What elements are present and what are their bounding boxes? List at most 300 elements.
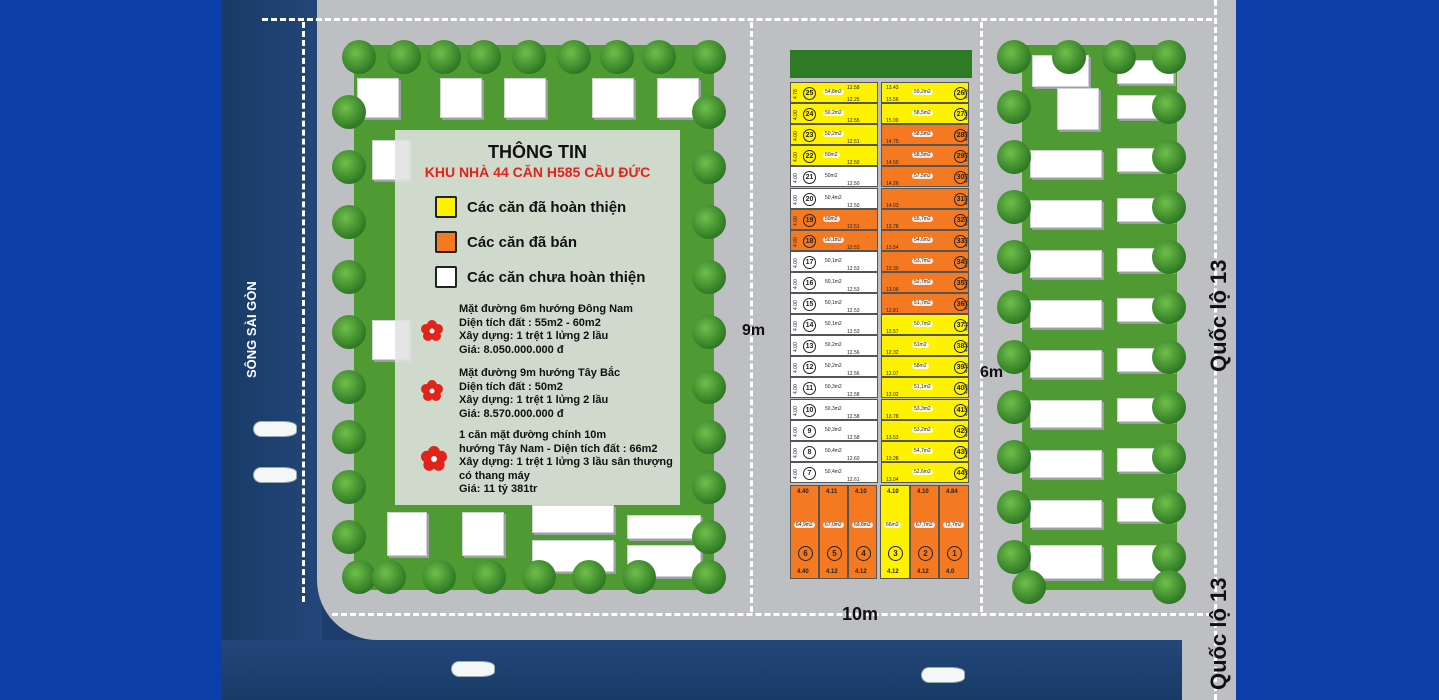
note-9m-road: [459, 367, 620, 421]
lot-area: 50,1m2: [825, 321, 842, 328]
lot-35: [881, 272, 969, 293]
lot-10: [790, 399, 878, 420]
lot-area: 58,5m2: [914, 110, 931, 117]
lot-depth: 12.56: [847, 350, 860, 357]
tree: [997, 240, 1031, 274]
tree: [997, 440, 1031, 474]
lot-number: 26: [954, 87, 967, 100]
lot-number: 25: [803, 87, 816, 100]
lot-bottom-width: 4.12: [917, 568, 929, 575]
lot-depth: 12.50: [847, 160, 860, 167]
lot-8: [790, 441, 878, 462]
lot-depth: 12.53: [847, 329, 860, 336]
tree: [997, 190, 1031, 224]
lot-number: 22: [803, 150, 816, 163]
lot-number: 32: [954, 214, 967, 227]
tree: [332, 260, 366, 294]
tree: [332, 205, 366, 239]
lot-4: [848, 485, 877, 579]
lot-number: 7: [803, 467, 816, 480]
tree: [557, 40, 591, 74]
lot-27: [881, 103, 969, 124]
lot-width: 4.00: [793, 321, 799, 332]
lot-area: 50m2: [825, 215, 838, 222]
left-blue-border: [0, 0, 222, 700]
lot-top-width: 4.84: [946, 488, 958, 495]
house: [1030, 200, 1102, 228]
lot-number: 18: [803, 235, 816, 248]
lot-depth: 13.56: [886, 97, 899, 103]
lot-depth: 12.53: [847, 244, 860, 251]
legend-item-unfinished: [435, 266, 645, 288]
lot-12: [790, 356, 878, 377]
lot-depth: 14.26: [886, 181, 899, 188]
tree: [692, 520, 726, 554]
house: [1030, 450, 1102, 478]
lot-top-width: 4.11: [826, 488, 838, 495]
lot-number: 14: [803, 319, 816, 332]
note-line: Giá: 11 tỷ 381tr: [459, 483, 538, 495]
house: [1030, 250, 1102, 278]
lot-16: [790, 272, 878, 293]
highway-label-upper: Quốc lộ 13: [1206, 259, 1231, 372]
lot-17: [790, 251, 878, 272]
tree: [572, 560, 606, 594]
house: [387, 512, 427, 556]
legend-swatch-completed: [435, 196, 457, 218]
lot-21: [790, 166, 878, 187]
tree: [1052, 40, 1086, 74]
boat: [254, 468, 296, 482]
river-label: SÔNG SÀI GÒN: [244, 281, 259, 378]
lot-number: 33: [954, 235, 967, 248]
tree: [692, 205, 726, 239]
tree: [332, 95, 366, 129]
lot-number: 17: [803, 256, 816, 269]
tree: [997, 490, 1031, 524]
lot-26: [881, 82, 969, 103]
lot-area: 50,3m2: [825, 405, 842, 412]
lot-depth: 12.56: [847, 371, 860, 378]
note-line: hướng Tây Nam - Diện tích đất : 66m2: [459, 442, 658, 455]
lot-depth: 12.57: [886, 329, 899, 336]
info-panel: [395, 130, 680, 505]
tree: [472, 560, 506, 594]
lot-bottom-width: 4.12: [887, 568, 899, 575]
lot-7: [790, 462, 878, 483]
lot-width: 4.11: [964, 321, 970, 332]
tree: [997, 290, 1031, 324]
lot-area: 52,7m2: [914, 278, 931, 285]
lot-number: 6: [798, 546, 813, 561]
lot-width: 4.01: [964, 236, 970, 247]
tree: [997, 140, 1031, 174]
lot-18: [790, 230, 878, 251]
lot-39: [881, 356, 969, 377]
tree: [1152, 390, 1186, 424]
lot-width: 4.01: [964, 194, 970, 205]
lot-area: 53,7m2: [914, 257, 931, 264]
lot-number: 20: [803, 193, 816, 206]
lot-top-width: 4.10: [887, 488, 899, 495]
house: [1030, 300, 1102, 328]
lot-28: [881, 124, 969, 145]
lot-number: 30: [954, 171, 967, 184]
lot-depth: 12.58: [847, 392, 860, 399]
lot-area: 54,7m2: [914, 447, 931, 454]
lot-area: 50,4m2: [825, 468, 842, 475]
lot-number: 34: [954, 256, 967, 269]
lot-13: [790, 335, 878, 356]
tree: [332, 315, 366, 349]
lot-29: [881, 145, 969, 166]
house: [1030, 350, 1102, 378]
tree: [372, 560, 406, 594]
legend-item-sold: [435, 231, 577, 253]
lot-area: 50m2: [825, 152, 838, 159]
lot-depth: 12.61: [847, 476, 860, 483]
lot-number: 44: [954, 467, 967, 480]
note-line: Diện tích đất : 55m2 - 60m2: [459, 316, 601, 329]
house: [592, 78, 634, 118]
lot-2: [910, 485, 939, 579]
tree: [692, 470, 726, 504]
lot-number: 12: [803, 361, 816, 374]
lot-22: [790, 145, 878, 166]
lot-area: 50,1m2: [825, 236, 842, 243]
lot-area: 53,2m2: [914, 426, 931, 433]
tree: [1152, 40, 1186, 74]
lot-33: [881, 230, 969, 251]
lot-42: [881, 420, 969, 441]
tree: [342, 40, 376, 74]
lot-width: 4.00: [793, 215, 799, 226]
lot-number: 15: [803, 298, 816, 311]
lot-number: 13: [803, 340, 816, 353]
lot-area: 53,3m2: [914, 405, 931, 412]
lot-43: [881, 441, 969, 462]
lot-number: 36: [954, 298, 967, 311]
tree: [600, 40, 634, 74]
river-water: [222, 0, 322, 700]
lot-depth: 12.07: [886, 371, 899, 378]
note-line: Mặt đường 6m hướng Đông Nam: [459, 303, 633, 315]
lot-area: 58m2: [914, 363, 927, 370]
tree: [1152, 440, 1186, 474]
lot-area: 50,4m2: [825, 447, 842, 454]
lot-area: 54,8m2: [825, 89, 842, 95]
lot-depth: 12.53: [847, 286, 860, 293]
flower-icon: [421, 320, 443, 342]
note-line: Xây dựng: 1 trệt 1 lửng 2 lầu: [459, 330, 609, 342]
lot-number: 28: [954, 129, 967, 142]
lot-24: [790, 103, 878, 124]
house: [504, 78, 546, 118]
lot-area: 50,7m2: [914, 321, 931, 328]
lot-38: [881, 335, 969, 356]
tree: [332, 370, 366, 404]
tree: [1152, 140, 1186, 174]
lot-number: 41: [954, 404, 967, 417]
tree: [692, 40, 726, 74]
lot-depth-2: 12.58: [847, 85, 860, 91]
lot-area: 51,1m2: [914, 384, 931, 391]
lot-6: [790, 485, 819, 579]
lot-area: 54,6m2: [914, 236, 931, 243]
legend-swatch-sold: [435, 231, 457, 253]
house: [1057, 88, 1099, 130]
lot-area: 58,5m2: [914, 131, 931, 138]
tree: [387, 40, 421, 74]
lot-bottom-width: 4.12: [826, 568, 838, 575]
tree: [997, 90, 1031, 124]
lot-depth: 12.58: [847, 434, 860, 441]
boat: [254, 422, 296, 436]
lot-area: 64,9m2: [796, 521, 813, 528]
lot-number: 35: [954, 277, 967, 290]
lot-width: 4.01: [964, 173, 970, 184]
tree: [997, 390, 1031, 424]
lot-area: 72,7m2: [945, 521, 962, 528]
lot-width: 4.78: [964, 89, 970, 99]
lot-depth: 13.30: [886, 265, 899, 272]
lot-depth: 14.03: [886, 202, 899, 209]
lot-depth: 12.81: [886, 308, 899, 314]
lot-width: 4.01: [964, 300, 970, 310]
lot-11: [790, 377, 878, 398]
lot-area: 51m2: [914, 342, 927, 349]
lot-area: 50,2m2: [825, 131, 842, 138]
lot-34: [881, 251, 969, 272]
lot-37: [881, 314, 969, 335]
lot-top-width: 4.10: [855, 488, 867, 495]
lot-bottom-width: 4.12: [855, 568, 867, 575]
road-marking: [980, 22, 983, 612]
lot-5: [819, 485, 848, 579]
lot-23: [790, 124, 878, 145]
road-marking: [302, 22, 305, 602]
flower-icon: [421, 380, 443, 402]
note-line: Xây dựng: 1 trệt 1 lửng 2 lầu: [459, 394, 609, 406]
lot-number: 8: [803, 446, 816, 459]
lot-width: 4.00: [793, 384, 799, 395]
lot-width: 4.00: [793, 152, 799, 163]
note-line: Giá: 8.050.000.000 đ: [459, 343, 564, 356]
lot-41: [881, 399, 969, 420]
lot-area: 67,0m2: [825, 521, 842, 528]
lot-width: 4.01: [964, 215, 970, 226]
lot-area: 55,7m2: [914, 215, 931, 222]
lot-number: 19: [803, 214, 816, 227]
lot-width: 4.01: [964, 152, 970, 163]
lot-depth: 13.78: [886, 413, 899, 420]
lot-width: 4.20: [964, 384, 970, 395]
lot-area: 69,8m2: [854, 521, 871, 528]
tree: [692, 95, 726, 129]
lot-bottom-width: 4.0: [946, 568, 955, 575]
lot-area: 57,5m2: [914, 173, 931, 180]
lot-area: 50,1m2: [825, 257, 842, 264]
lot-depth: 12.60: [847, 455, 860, 462]
flower-icon: [421, 446, 447, 472]
house: [440, 78, 482, 118]
lot-width: 4.01: [964, 131, 970, 142]
site-map: [222, 0, 1236, 700]
tree: [692, 150, 726, 184]
lot-number: 3: [888, 546, 903, 561]
lot-number: 4: [856, 546, 871, 561]
road-marking: [750, 22, 753, 612]
tree: [332, 150, 366, 184]
lot-depth: 12.50: [847, 202, 860, 209]
lot-area: 50,2m2: [825, 110, 842, 117]
house: [1030, 400, 1102, 428]
lot-number: 11: [803, 382, 816, 395]
lot-20: [790, 188, 878, 209]
lot-width: 4.00: [964, 405, 970, 416]
lot-depth: 12.25: [847, 97, 860, 103]
lot-number: 31: [954, 193, 967, 206]
lot-width: 4.00: [793, 300, 799, 310]
lot-19: [790, 209, 878, 230]
lot-width: 4.00: [793, 110, 799, 121]
road-6m-label: 6m: [980, 364, 1004, 381]
lot-depth: 13.28: [886, 455, 899, 462]
tree: [1012, 570, 1046, 604]
tree: [512, 40, 546, 74]
lot-width: 4.00: [793, 194, 799, 205]
tree: [1102, 40, 1136, 74]
lot-width: 4.00: [793, 173, 799, 184]
tree: [467, 40, 501, 74]
lot-width: 4.01: [964, 279, 970, 289]
lot-number: 43: [954, 446, 967, 459]
tree: [1152, 540, 1186, 574]
lot-width: 4.00: [964, 447, 970, 458]
info-subtitle: KHU NHÀ 44 CĂN H585 CẦU ĐỨC: [424, 164, 651, 180]
note-10m-road: [459, 429, 673, 497]
lot-area: 50,2m2: [825, 342, 842, 349]
lot-depth: 12.51: [847, 139, 860, 146]
right-blue-border: [1236, 0, 1439, 700]
lot-width: 4.00: [793, 426, 799, 437]
middle-block-green: [790, 50, 972, 78]
lot-depth: 13.06: [886, 286, 899, 293]
lot-number: 9: [803, 425, 816, 438]
lot-width: 4.00: [964, 110, 970, 121]
lot-depth: 12.51: [847, 223, 860, 230]
lot-1: [939, 485, 969, 579]
tree: [522, 560, 556, 594]
lot-depth-2: 13.43: [886, 85, 899, 91]
lot-number: 39: [954, 361, 967, 374]
note-line: 1 căn mặt đường chính 10m: [459, 429, 607, 441]
lot-depth: 13.78: [886, 223, 899, 230]
house: [1030, 500, 1102, 528]
info-title: THÔNG TIN: [488, 142, 587, 162]
lot-width: 4.00: [793, 236, 799, 247]
tree: [1152, 490, 1186, 524]
tree: [427, 40, 461, 74]
tree: [342, 560, 376, 594]
lot-width: 4.00: [793, 131, 799, 142]
lot-number: 23: [803, 129, 816, 142]
lot-number: 40: [954, 382, 967, 395]
tree: [1152, 290, 1186, 324]
highway-label-lower: Quốc lộ 13: [1206, 577, 1231, 690]
lot-depth: 13.54: [886, 244, 899, 251]
lot-width: 4.00: [964, 426, 970, 437]
lot-area: 50,3m2: [825, 384, 842, 391]
lot-number: 2: [918, 546, 933, 561]
note-line: Giá: 8.570.000.000 đ: [459, 407, 564, 420]
lot-width: 4.10: [964, 363, 970, 374]
lot-depth: 13.02: [886, 392, 899, 399]
legend-item-completed: [435, 196, 626, 218]
lot-number: 38: [954, 340, 967, 353]
lot-area: 66m2: [886, 521, 899, 528]
lot-depth: 12.58: [847, 413, 860, 420]
tree: [1152, 90, 1186, 124]
house: [462, 512, 504, 556]
tree: [422, 560, 456, 594]
lot-31: [881, 188, 969, 209]
lot-25: [790, 82, 878, 103]
tree: [1152, 240, 1186, 274]
lot-40: [881, 377, 969, 398]
lot-36: [881, 293, 969, 314]
lot-area: 50m2: [825, 173, 838, 180]
lot-width: 4.78: [793, 89, 799, 99]
lot-area: 50,3m2: [825, 426, 842, 433]
note-line: Diện tích đất : 50m2: [459, 380, 563, 393]
lot-area: 58,5m2: [914, 152, 931, 159]
lot-32: [881, 209, 969, 230]
lot-area: 50,4m2: [825, 194, 842, 201]
lot-30: [881, 166, 969, 187]
lot-number: 37: [954, 319, 967, 332]
lot-width: 4.00: [793, 447, 799, 458]
lot-depth: 12.53: [847, 265, 860, 272]
tree: [1152, 340, 1186, 374]
road-marking: [332, 613, 1212, 616]
lot-width: 4.00: [793, 469, 799, 479]
road-9m-label: 9m: [742, 322, 766, 339]
lot-area: 50,1m2: [825, 300, 842, 306]
lot-area: 52,6m2: [914, 468, 931, 475]
lot-depth: 12.53: [847, 308, 860, 314]
road-marking: [262, 18, 1212, 21]
lot-15: [790, 293, 878, 314]
lot-area: 59,2m2: [914, 89, 931, 95]
note-line: có thang máy: [459, 469, 530, 482]
boat: [922, 668, 964, 682]
note-line: Mặt đường 9m hướng Tây Bắc: [459, 367, 621, 379]
tree: [1152, 190, 1186, 224]
lot-width: 4.01: [964, 258, 970, 268]
lot-14: [790, 314, 878, 335]
lot-3: [880, 485, 910, 579]
lot-number: 5: [827, 546, 842, 561]
lot-number: 10: [803, 404, 816, 417]
lot-width: 4.10: [964, 342, 970, 353]
tree: [692, 560, 726, 594]
lot-area: 51,7m2: [914, 300, 931, 306]
tree: [692, 420, 726, 454]
lot-depth: 13.53: [886, 434, 899, 441]
tree: [692, 315, 726, 349]
lot-depth: 13.04: [886, 476, 899, 483]
